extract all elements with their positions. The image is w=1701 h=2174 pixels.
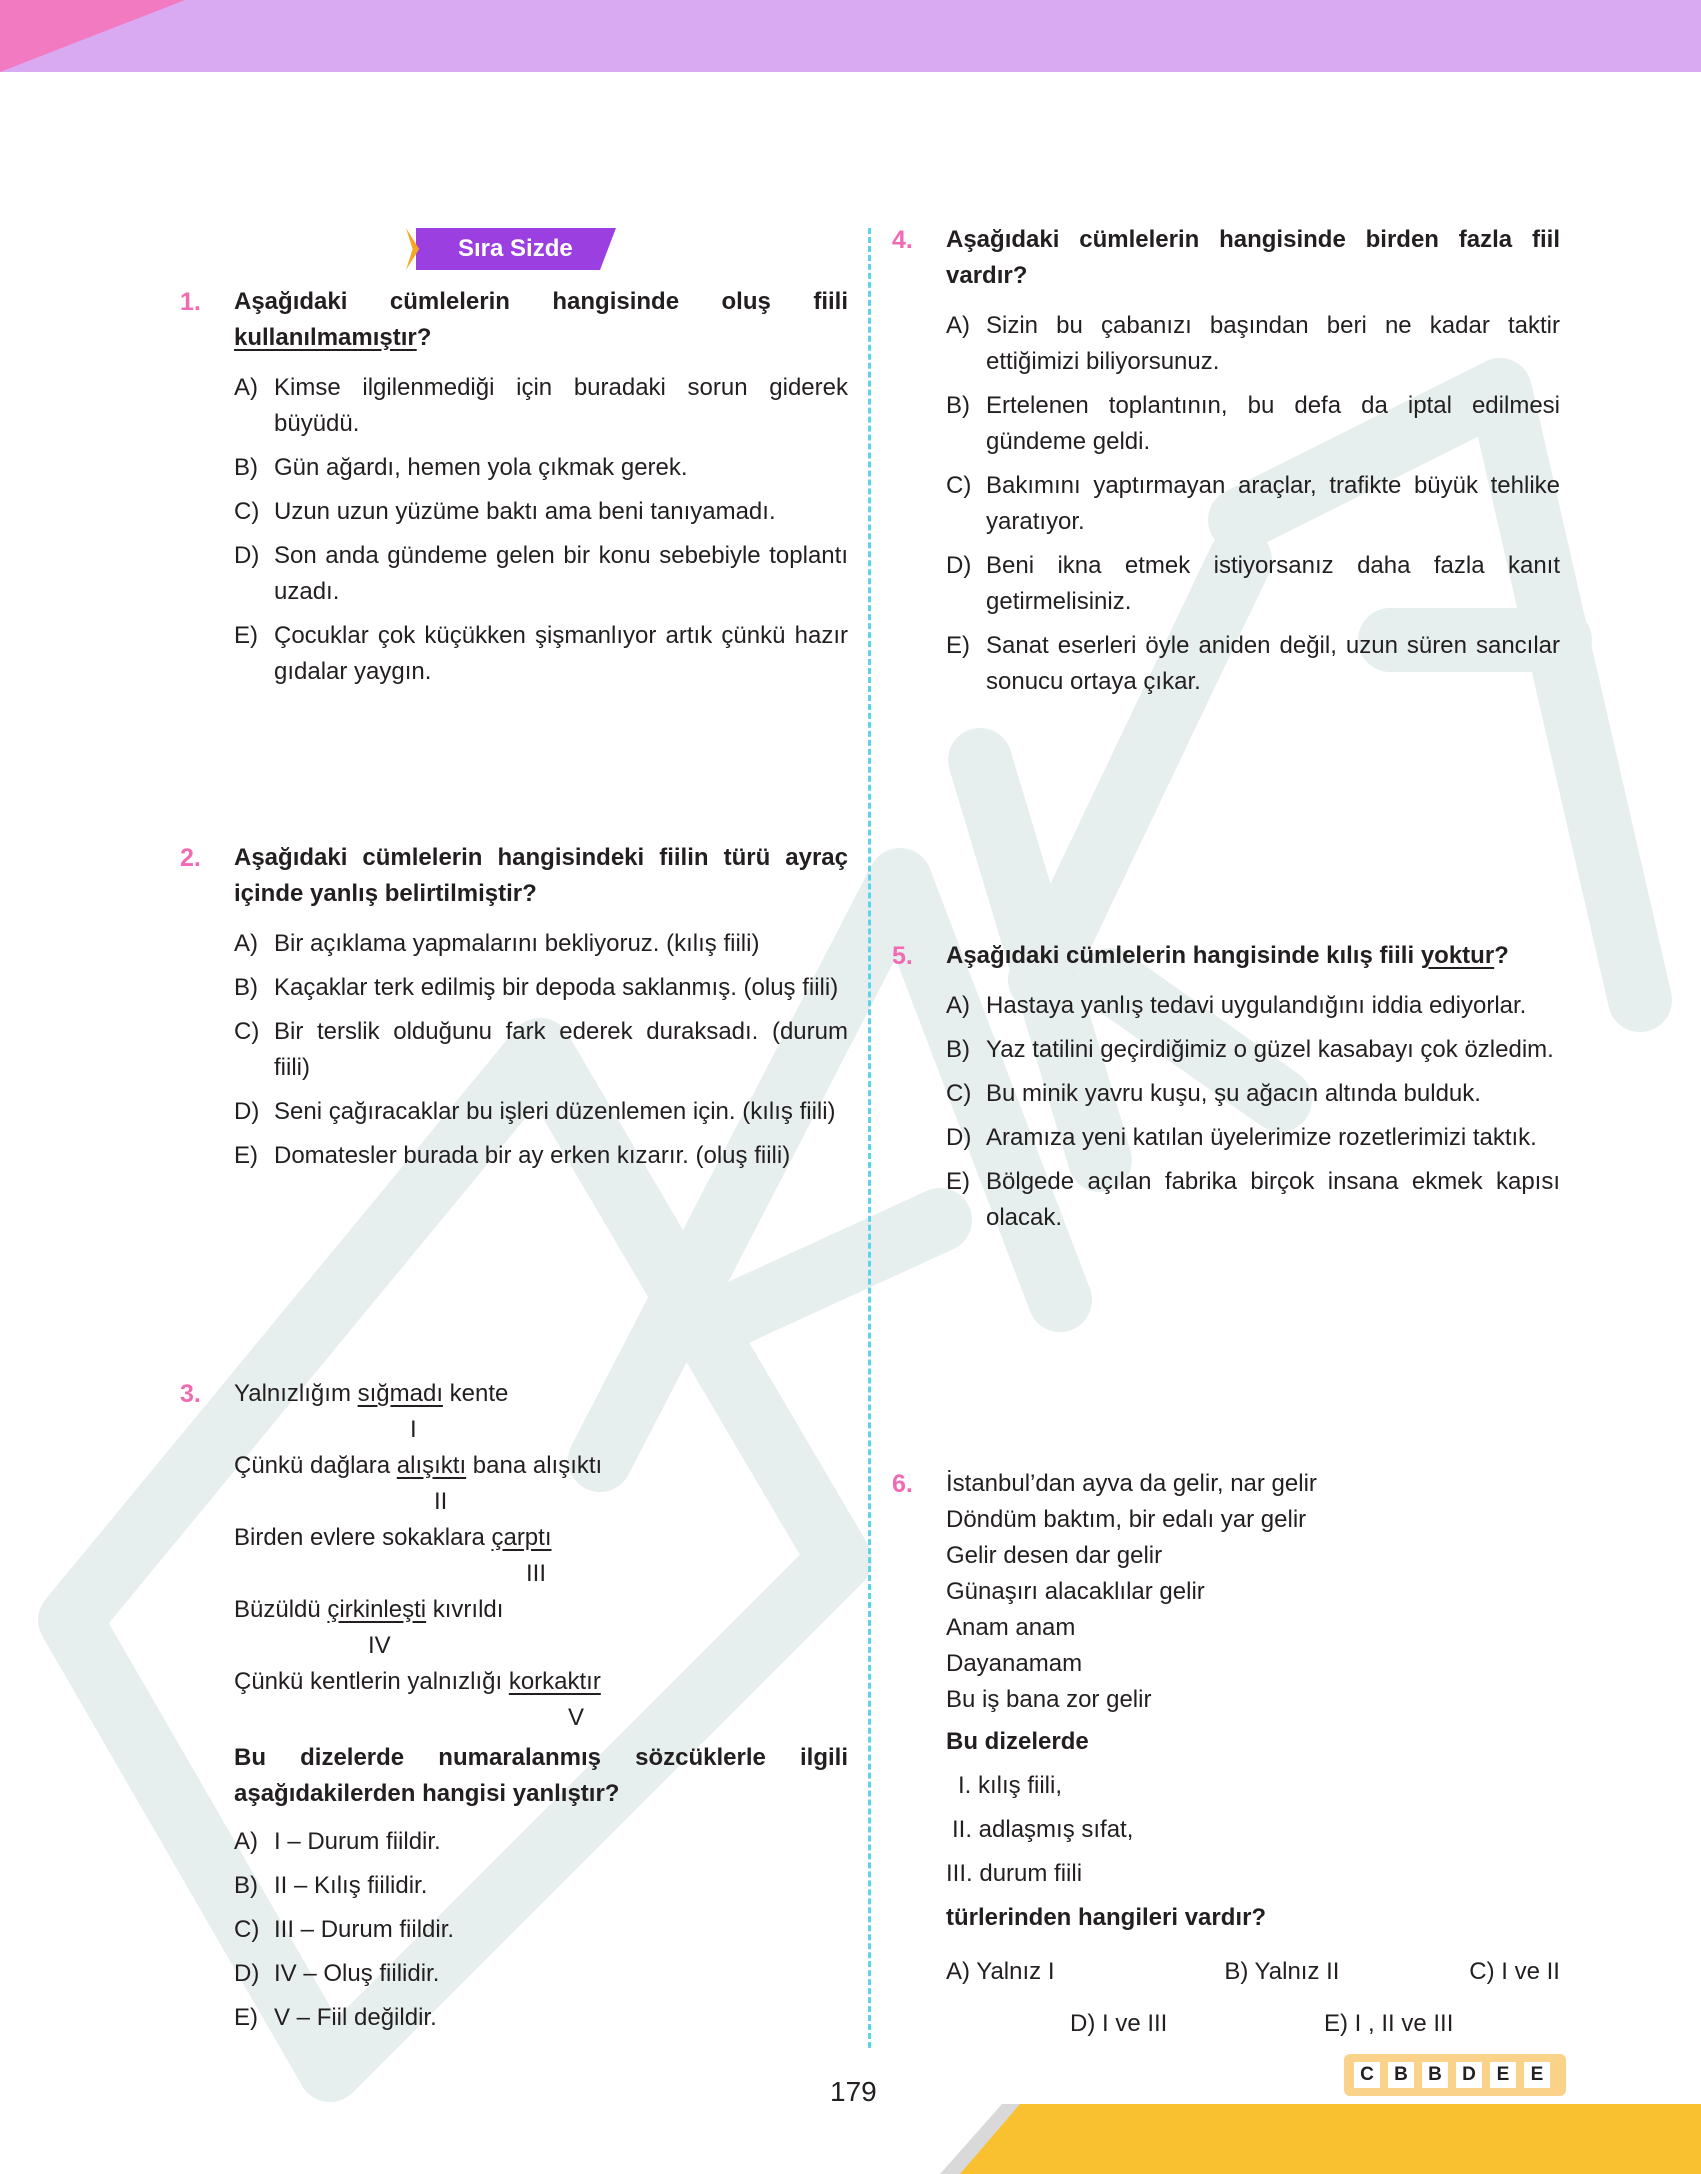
option-text: Sanat eserleri öyle aniden değil, uzun süren sancılar sonucu ortaya çıkar. [986, 632, 1560, 695]
option-label: A) [234, 374, 258, 401]
answer-key-cell: E [1490, 2062, 1516, 2088]
stem-emphasis: kullanılmamıştır [234, 324, 417, 351]
poem-line: Büzüldü çirkinleşti kıvrıldı [234, 1596, 504, 1623]
option-c[interactable] [234, 494, 848, 530]
question-stem: Aşağıdaki cümlelerin hangisindeki fiilin türü ayraç içinde yanlış belirtilmiştir? [234, 844, 848, 907]
question-stem: Aşağıdaki cümlelerin hangisinde birden fazla fiil vardır? [946, 226, 1560, 289]
option-text: Kaçaklar terk edilmiş bir depoda saklanmış. (oluş fiili) [274, 974, 839, 1001]
question-number: 4. [892, 226, 913, 254]
option-b[interactable] [234, 1868, 848, 1904]
option-c[interactable] [234, 1014, 848, 1086]
option-text: Kimse ilgilenmediği için buradaki sorun giderek büyüdü. [274, 374, 848, 437]
poem-line: Dayanamam [946, 1650, 1083, 1677]
option-label: E) [946, 1168, 970, 1195]
answer-key-cell: B [1388, 2062, 1414, 2088]
question-2 [180, 840, 848, 1174]
option-label: B) [234, 974, 258, 1001]
stem-text: Aşağıdaki cümlelerin hangisinde kılış fiili [946, 942, 1421, 969]
option-text: Seni çağıracaklar bu işleri düzenlemen için. (kılış fiili) [274, 1098, 836, 1125]
numbered-word: sığmadı [357, 1380, 443, 1407]
option-b[interactable]: B) Yalnız II [1224, 1958, 1340, 1985]
option-text: Son anda gündeme gelen bir konu sebebiyle toplantı uzadı. [274, 542, 848, 605]
option-label: B) [234, 1872, 258, 1899]
poem-line: Çünkü kentlerin yalnızlığı korkaktır [234, 1668, 601, 1695]
option-label: E) [234, 622, 258, 649]
option-text: Uzun uzun yüzüme baktı ama beni tanıyamadı. [274, 498, 776, 525]
option-e[interactable] [946, 1164, 1560, 1236]
option-a[interactable] [234, 370, 848, 442]
option-d[interactable] [234, 1956, 848, 1992]
option-label: E) [234, 1142, 258, 1169]
question-number: 2. [180, 844, 201, 872]
answer-row-2 [946, 2006, 1560, 2042]
option-e[interactable] [946, 628, 1560, 700]
roman-numeral: IV [368, 1632, 391, 1659]
poem-line: Bu iş bana zor gelir [946, 1686, 1152, 1713]
roman-item: III. durum fiili [946, 1860, 1083, 1887]
poem-line: Anam anam [946, 1614, 1076, 1641]
poem-line: Gelir desen dar gelir [946, 1542, 1163, 1569]
poem-line: Döndüm baktım, bir edalı yar gelir [946, 1506, 1307, 1533]
option-label: C) [946, 1080, 972, 1107]
option-b[interactable] [234, 970, 848, 1006]
option-text: I – Durum fiildir. [274, 1828, 441, 1855]
option-text: Bir terslik olduğunu fark ederek duraksadı. (durum fiili) [274, 1018, 848, 1081]
option-b[interactable] [234, 450, 848, 486]
option-label: D) [946, 1124, 972, 1151]
option-label: A) [946, 992, 970, 1019]
option-d[interactable]: D) I ve III [1070, 2010, 1168, 2037]
option-text: Bir açıklama yapmalarını bekliyoruz. (kılış fiili) [274, 930, 760, 957]
option-label: C) [234, 498, 260, 525]
answer-key-cell: E [1524, 2062, 1550, 2088]
sira-sizde-badge [406, 228, 620, 270]
question-5 [892, 938, 1560, 1236]
option-text: III – Durum fiildir. [274, 1916, 455, 1943]
question-stem: türlerinden hangileri vardır? [946, 1904, 1267, 1931]
option-label: B) [946, 1036, 970, 1063]
question-number: 3. [180, 1380, 201, 1408]
question-4 [892, 222, 1560, 700]
numbered-word: alışıktı [396, 1452, 467, 1479]
question-stem [234, 284, 848, 356]
option-text: Bakımını yaptırmayan araçlar, trafikte büyük tehlike yaratıyor. [986, 472, 1560, 535]
question-body [946, 1466, 1560, 2042]
question-stem: Bu dizelerde numaralanmış sözcüklerle ilgili aşağıdakilerden hangisi yanlıştır? [234, 1744, 848, 1807]
option-text: Domatesler burada bir ay erken kızarır. (oluş fiili) [274, 1142, 791, 1169]
poem-line: Yalnızlığım sığmadı kente [234, 1380, 509, 1407]
answer-key-cell: C [1354, 2062, 1380, 2088]
option-d[interactable] [946, 1120, 1560, 1156]
option-c[interactable]: C) I ve II [1469, 1958, 1560, 1985]
question-number: 5. [892, 942, 913, 970]
footer-stripe-yellow [960, 2104, 1701, 2174]
stem-end: ? [416, 324, 432, 351]
option-c[interactable] [946, 1076, 1560, 1112]
option-a[interactable] [234, 1824, 848, 1860]
poem-line: Günaşırı alacaklılar gelir [946, 1578, 1205, 1605]
option-text: Hastaya yanlış tedavi uygulandığını iddia ediyorlar. [986, 992, 1527, 1019]
option-text: Sizin bu çabanızı başından beri ne kadar taktir ettiğimizi biliyorsunuz. [986, 312, 1560, 375]
option-e[interactable]: E) I , II ve III [1324, 2010, 1454, 2037]
option-text: Yaz tatilini geçirdiğimiz o güzel kasabayı çok özledim. [986, 1036, 1554, 1063]
option-text: IV – Oluş fiilidir. [274, 1960, 440, 1987]
option-text: Bu minik yavru kuşu, şu ağacın altında bulduk. [986, 1080, 1481, 1107]
option-label: A) [234, 1828, 258, 1855]
option-text: Ertelenen toplantının, bu defa da iptal edilmesi gündeme geldi. [986, 392, 1560, 455]
option-label: B) [946, 392, 970, 419]
answer-key [1344, 2054, 1566, 2096]
option-label: D) [234, 1960, 260, 1987]
question-stem [946, 938, 1509, 974]
option-text: Aramıza yeni katılan üyelerimize rozetlerimizi taktık. [986, 1124, 1537, 1151]
stem-text: Aşağıdaki cümlelerin hangisinde oluş fiili [234, 288, 848, 315]
option-b[interactable] [946, 1032, 1560, 1068]
column-divider [868, 228, 871, 2048]
option-e[interactable] [234, 1138, 848, 1174]
option-label: D) [234, 1098, 260, 1125]
option-label: E) [946, 632, 970, 659]
poem-line: Çünkü dağlara alışıktı bana alışıktı [234, 1452, 603, 1479]
option-a[interactable] [946, 988, 1560, 1024]
option-a[interactable]: A) Yalnız I [946, 1958, 1055, 1985]
numbered-word: korkaktır [508, 1668, 601, 1695]
roman-item: II. adlaşmış sıfat, [952, 1816, 1134, 1843]
option-text: Beni ikna etmek istiyorsanız daha fazla kanıt getirmelisiniz. [986, 552, 1560, 615]
option-text: V – Fiil değildir. [274, 2004, 437, 2031]
roman-numeral: I [410, 1416, 417, 1443]
option-d[interactable] [234, 1094, 848, 1130]
numbered-word: çirkinleşti [327, 1596, 427, 1623]
question-lead: Bu dizelerde [946, 1728, 1089, 1755]
option-text: II – Kılış fiilidir. [274, 1872, 428, 1899]
question-3 [180, 1376, 848, 2036]
poem-line: Birden evlere sokaklara çarptı [234, 1524, 552, 1551]
option-text: Gün ağardı, hemen yola çıkmak gerek. [274, 454, 688, 481]
roman-numeral: III [526, 1560, 547, 1587]
question-1 [180, 284, 848, 690]
answer-key-cell: B [1422, 2062, 1448, 2088]
option-c[interactable] [234, 1912, 848, 1948]
option-d[interactable] [946, 548, 1560, 620]
stem-end: ? [1494, 942, 1509, 969]
roman-numeral: II [434, 1488, 448, 1515]
option-e[interactable] [234, 618, 848, 690]
numbered-word: çarptı [491, 1524, 552, 1551]
option-a[interactable] [234, 926, 848, 962]
option-d[interactable] [234, 538, 848, 610]
option-text: Çocuklar çok küçükken şişmanlıyor artık çünkü hazır gıdalar yaygın. [274, 622, 848, 685]
stem-emphasis: yoktur [1420, 942, 1495, 969]
option-label: C) [946, 472, 972, 499]
option-label: C) [234, 1916, 260, 1943]
option-text: Bölgede açılan fabrika birçok insana ekmek kapısı olacak. [986, 1168, 1560, 1231]
option-label: D) [234, 542, 260, 569]
page-number: 179 [830, 2076, 877, 2107]
answer-row-1 [946, 1954, 1560, 1990]
option-c[interactable] [946, 468, 1560, 540]
option-label: A) [234, 930, 258, 957]
badge-label: Sıra Sizde [458, 235, 573, 262]
poem [234, 1376, 848, 1812]
answer-key-cell: D [1456, 2062, 1482, 2088]
question-number: 6. [892, 1470, 913, 1498]
header-corner-accent [0, 0, 185, 72]
option-label: A) [946, 312, 970, 339]
option-label: C) [234, 1018, 260, 1045]
option-label: B) [234, 454, 258, 481]
question-number: 1. [180, 288, 201, 316]
option-e[interactable] [234, 2000, 848, 2036]
roman-numeral: V [568, 1704, 585, 1731]
option-label: D) [946, 552, 972, 579]
header-band [0, 0, 1701, 72]
roman-item: I. kılış fiili, [958, 1772, 1063, 1799]
option-a[interactable] [946, 308, 1560, 380]
question-6 [892, 1466, 1560, 2042]
option-b[interactable] [946, 388, 1560, 460]
poem-line: İstanbul’dan ayva da gelir, nar gelir [946, 1470, 1317, 1497]
option-label: E) [234, 2004, 258, 2031]
